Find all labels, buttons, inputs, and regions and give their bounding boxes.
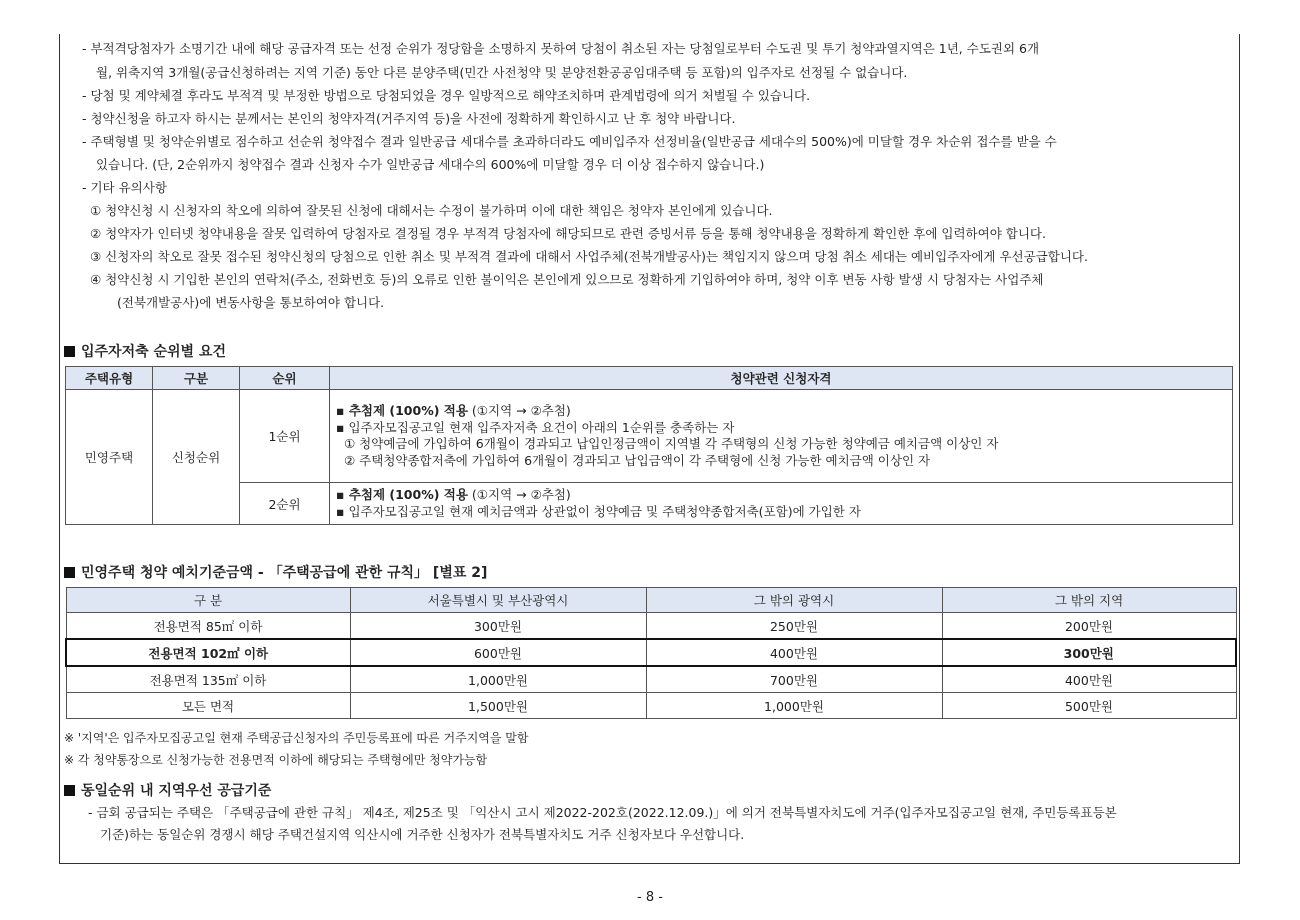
column-header: 서울특별시 및 부산광역시 [350,588,646,613]
qualification-line: ▪ 입주자모집공고일 현재 예치금액과 상관없이 청약예금 및 주택청약종합저축(포함)에 가입한 자 [336,503,861,519]
qualification-line: ② 주택청약종합저축에 가입하여 6개월이 경과되고 납입금액이 각 주택형에 신청 가능한 예치금액 이상인 자 [344,452,931,468]
qualification-line: ① 청약예금에 가입하여 6개월이 경과되고 납입인정금액이 지역별 각 주택형의 신청 가능한 청약예금 예치금액 이상인 자 [344,436,999,451]
table-row [66,483,1233,525]
note-line: - 주택형별 및 청약순위별로 점수하고 선순위 청약접수 결과 일반공급 세대수를 초과하더라도 예비입주자 선정비율(일반공급 세대수의 500%)에 미달할 경우 차순위 접수를 받을 수 [82,134,1057,149]
qualification-lead: ▪ 추첨제 (100%) 적용 (①지역 → ②추첨) [336,403,571,418]
note-line: ② 청약자가 인터넷 청약내용을 잘못 입력하여 당첨자로 결정될 경우 부적격 당첨자에 해당되므로 관련 증빙서류 등을 통해 청약내용을 정확하게 확인한 후에 입력하여야 합니다. [90,226,1046,241]
table-cell: 1,000만원 [646,693,942,719]
savings-rank-table [65,366,1233,525]
table-row [66,693,1236,719]
table-cell: 전용면적 102㎡ 이하 [66,639,350,666]
qualification-lead: ▪ 추첨제 (100%) 적용 (①지역 → ②추첨) [336,487,571,502]
rank-cell: 2순위 [240,483,330,525]
table-cell: 700만원 [646,666,942,693]
table-cell: 500만원 [942,693,1236,719]
note-line: - 청약신청을 하고자 하시는 분께서는 본인의 청약자격(거주지역 등)을 사전에 정확하게 확인하시고 난 후 청약 바랍니다. [82,111,736,126]
square-bullet-icon [64,567,75,578]
table-row [66,390,1233,483]
page-number: - 8 - [637,890,663,905]
footnote: ※ '지역'은 입주자모집공고일 현재 주택공급신청자의 주민등록표에 따른 거주지역을 말함 [64,731,529,745]
column-header: 구분 [153,367,240,390]
table-header-row [66,367,1233,390]
note-line: - 부적격당첨자가 소명기간 내에 해당 공급자격 또는 선정 순위가 정당함을 소명하지 못하여 당첨이 취소된 자는 당첨일로부터 수도권 및 투기 청약과열지역은 1년, 수도권외 6개 [82,41,1040,56]
table-cell: 250만원 [646,613,942,640]
table-row [66,666,1236,693]
column-header: 청약관련 신청자격 [330,367,1233,390]
column-header: 그 밖의 광역시 [646,588,942,613]
section-title-savings-rank: 입주자저축 순위별 요건 [64,341,226,361]
regional-priority-line: - 금회 공급되는 주택은 「주택공급에 관한 규칙」 제4조, 제25조 및 「익산시 고시 제2022-202호(2022.12.09.)」에 의거 전북특별자치도에 거주(입주자모집공고일 현재, 주민등록표등본 [88,805,1117,820]
note-line: ③ 신청자의 착오로 잘못 접수된 청약신청의 당첨으로 인한 취소 및 부적격 결과에 대해서 사업주체(전북개발공사)는 책임지지 않으며 당첨 취소 세대는 예비입주자에게 우선공급합니다. [90,249,1088,264]
square-bullet-icon [64,785,75,796]
rank-qualification-cell [330,390,1233,483]
table-header-row [66,588,1236,613]
note-line: - 기타 유의사항 [82,180,167,195]
table-cell: 400만원 [646,639,942,666]
table-cell: 600만원 [350,639,646,666]
table-row-highlighted [66,639,1236,666]
note-line: - 당첨 및 계약체결 후라도 부적격 및 부정한 방법으로 당첨되었을 경우 일방적으로 해약조치하며 관계법령에 의거 처벌될 수 있습니다. [82,88,811,103]
table-cell: 1,000만원 [350,666,646,693]
note-line: (전북개발공사)에 변동사항을 통보하여야 합니다. [117,295,385,310]
table-cell: 모든 면적 [66,693,350,719]
rank-qualification-cell [330,483,1233,525]
note-line: 있습니다. (단, 2순위까지 청약접수 결과 신청자 수가 일반공급 세대수의 600%에 미달할 경우 더 이상 접수하지 않습니다.) [96,157,765,172]
note-line: ④ 청약신청 시 기입한 본인의 연락처(주소, 전화번호 등)의 오류로 인한 불이익은 본인에게 있으므로 정확하게 기입하여야 하며, 청약 이후 변동 사항 발생 시 당첨자는 사업주체 [90,272,1044,287]
square-bullet-icon [64,346,75,357]
house-type-cell: 민영주택 [66,390,153,525]
column-header: 순위 [240,367,330,390]
section-title-deposit-standard: 민영주택 청약 예치기준금액 - 「주택공급에 관한 규칙」 [별표 2] [64,562,487,582]
table-cell: 전용면적 85㎡ 이하 [66,613,350,640]
note-line: ① 청약신청 시 신청자의 착오에 의하여 잘못된 신청에 대해서는 수정이 불가하며 이에 대한 책임은 청약자 본인에게 있습니다. [90,203,773,218]
table-row [66,613,1236,640]
deposit-standard-table [65,587,1237,719]
table-cell: 200만원 [942,613,1236,640]
category-cell: 신청순위 [153,390,240,525]
column-header: 주택유형 [66,367,153,390]
table-cell: 300만원 [942,639,1236,666]
note-line: 월, 위축지역 3개월(공급신청하려는 지역 기준) 동안 다른 분양주택(민간 사전청약 및 분양전환공공임대주택 등 포함)의 입주자로 선정될 수 없습니다. [96,65,908,80]
column-header: 구 분 [66,588,350,613]
table-cell: 300만원 [350,613,646,640]
qualification-line: ▪ 입주자모집공고일 현재 입주자저축 요건이 아래의 1순위를 충족하는 자 [336,419,735,435]
table-cell: 전용면적 135㎡ 이하 [66,666,350,693]
table-cell: 400만원 [942,666,1236,693]
rank-cell: 1순위 [240,390,330,483]
section-title-regional-priority: 동일순위 내 지역우선 공급기준 [64,780,271,800]
table-cell: 1,500만원 [350,693,646,719]
regional-priority-line: 기준)하는 동일순위 경쟁시 해당 주택건설지역 익산시에 거주한 신청자가 전북특별자치도 거주 신청자보다 우선합니다. [100,827,745,842]
column-header: 그 밖의 지역 [942,588,1236,613]
footnote: ※ 각 청약통장으로 신청가능한 전용면적 이하에 해당되는 주택형에만 청약가능함 [64,753,488,767]
